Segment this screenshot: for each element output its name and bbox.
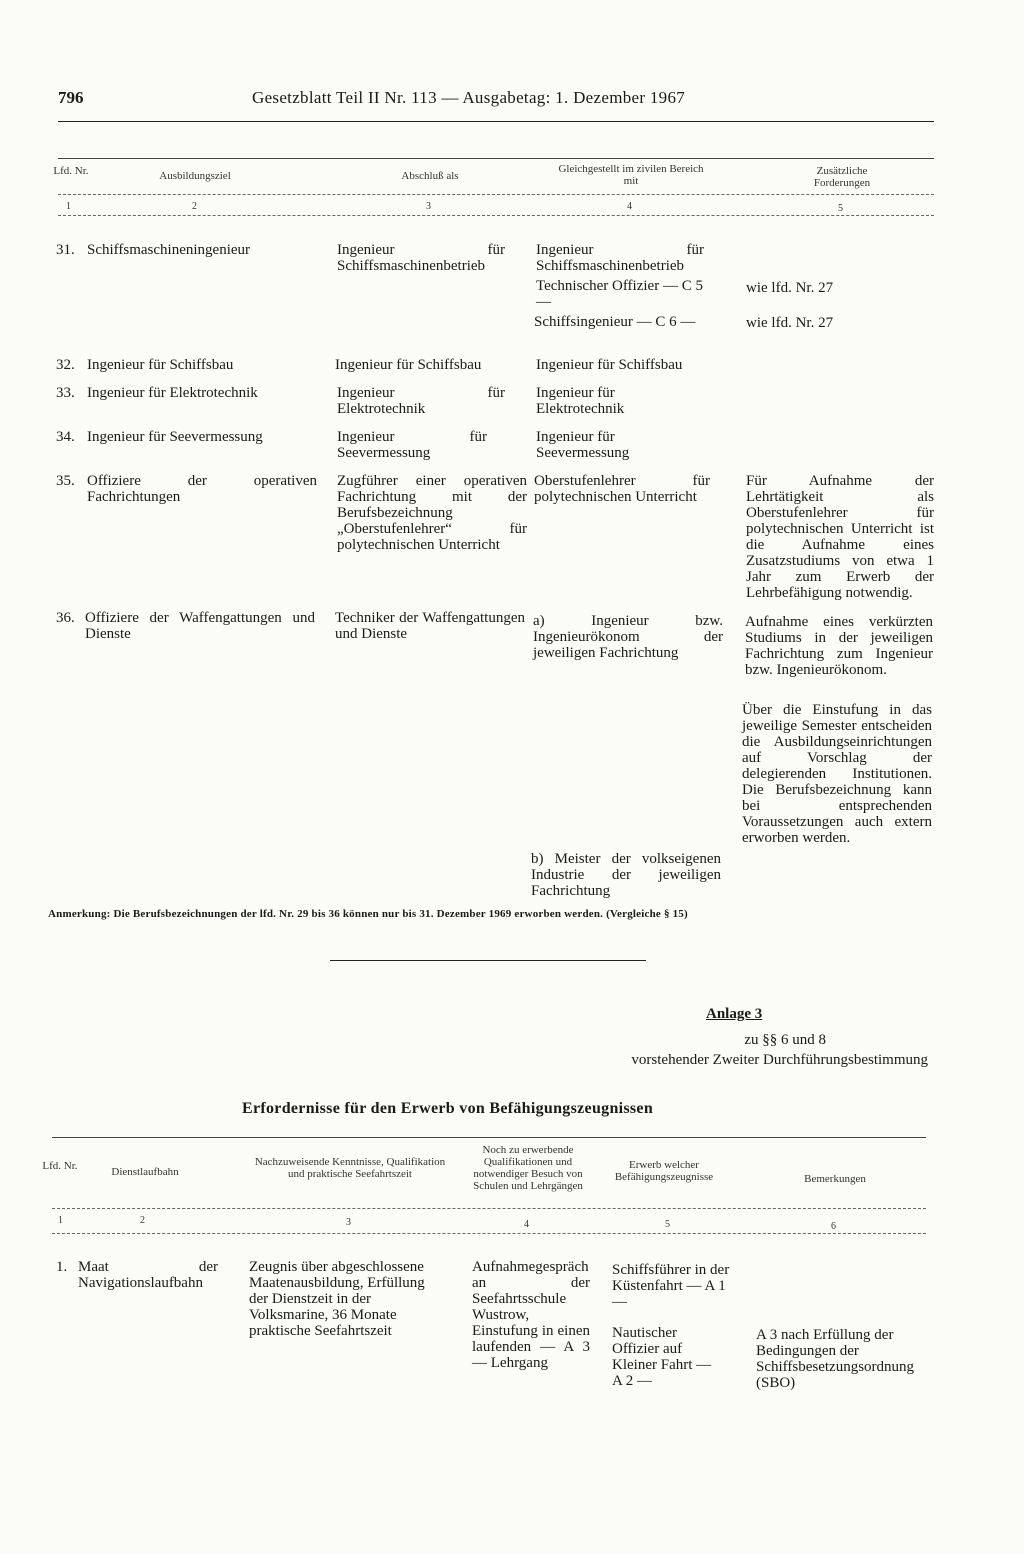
col-header-zusaetzliche-forderungen: Zusätzliche Forderungen (813, 165, 871, 189)
forderungen-cell: wie lfd. Nr. 27 (746, 315, 834, 331)
row-number: 34. (56, 429, 75, 445)
anlage-title: Anlage 3 (706, 1006, 763, 1022)
row-number: 32. (56, 357, 75, 373)
col-number-6: 6 (831, 1221, 836, 1232)
col-number-3: 3 (346, 1217, 351, 1228)
col-header-qualifikationen: Noch zu erwerbende Qualifikationen und notwendiger Besuch von Schulen und Lehrgängen (473, 1144, 583, 1192)
col-number-2: 2 (140, 1215, 145, 1226)
col-number-1: 1 (58, 1215, 63, 1226)
gleichgestellt-cell: b) Meister der volkseigenen Industrie der jeweiligen Fachrichtung (531, 851, 721, 899)
table-1-header-rule (58, 194, 934, 195)
forderungen-cell: Über die Einstufung in das jeweilige Semester entscheiden die Ausbildungseinrichtungen auf Vorschlag der delegierenden Institutionen. Die Berufsbezeichnung kann bei entsprechenden Voraussetzungen auch extern erworben werden. (742, 702, 932, 846)
col-header-lfd-nr: Lfd. Nr. (42, 1160, 78, 1172)
row-number: 33. (56, 385, 75, 401)
running-title: Gesetzblatt Teil II Nr. 113 — Ausgabetag: 1. Dezember 1967 (252, 88, 686, 107)
section-divider (330, 960, 646, 961)
befaehigungszeugnis-cell: Schiffsführer in der Küstenfahrt — A 1 — (612, 1262, 730, 1310)
col-number-1: 1 (66, 201, 71, 212)
anlage-subtitle: vorstehender Zweiter Durchführungsbestimmung (631, 1052, 928, 1068)
col-number-2: 2 (192, 201, 197, 212)
row-number: 36. (56, 610, 75, 626)
qualifikation-cell: Aufnahmegespräch an der Seefahrtsschule Wustrow, Einstufung in einen laufenden — A 3 — Lehrgang (472, 1259, 590, 1371)
gleichgestellt-cell: Technischer Offizier — C 5 — (536, 278, 703, 310)
table-1-top-rule (58, 158, 934, 159)
forderungen-cell: Für Aufnahme der Lehrtätigkeit als Oberstufenlehrer für polytechnischen Unterricht ist die Aufnahme eines Zusatzstudiums von etwa 1 Jahr zum Erwerb der Lehrbefähigung notwendig. (746, 473, 934, 601)
forderungen-cell: wie lfd. Nr. 27 (746, 280, 834, 296)
abschluss-cell: Ingenieur für Schiffsbau (335, 357, 482, 373)
col-number-4: 4 (627, 201, 632, 212)
abschluss-cell: Ingenieur für Schiffsmaschinenbetrieb (337, 242, 505, 274)
col-number-3: 3 (426, 201, 431, 212)
abschluss-cell: Ingenieur für Elektrotechnik (337, 385, 505, 417)
table-1-note: Anmerkung: Die Berufsbezeichnungen der lfd. Nr. 29 bis 36 können nur bis 31. Dezember 1969 erworben werden. (Vergleiche § 15) (48, 908, 688, 920)
col-number-4: 4 (524, 1219, 529, 1230)
ausbildungsziel-cell: Offiziere der operativen Fachrichtungen (87, 473, 317, 505)
gleichgestellt-cell: a) Ingenieur bzw. Ingenieurökonom der jeweiligen Fachrichtung (533, 613, 723, 661)
page-number: 796 (58, 88, 84, 107)
ausbildungsziel-cell: Schiffsmaschineningenieur (87, 242, 251, 258)
gleichgestellt-cell: Ingenieur für Schiffsmaschinenbetrieb (536, 242, 704, 274)
gleichgestellt-cell: Ingenieur für Seevermessung (536, 429, 630, 461)
ausbildungsziel-cell: Ingenieur für Seevermessung (87, 429, 263, 445)
table-2-number-rule (52, 1233, 926, 1234)
col-header-befaehigungszeugnisse: Erwerb welcher Befähigungszeugnisse (614, 1159, 714, 1183)
abschluss-cell: Zugführer einer operativen Fachrichtung mit der Berufsbezeichnung „Oberstufenlehrer“ für polytechnischen Unterricht (337, 473, 527, 553)
table-2-header-rule (52, 1208, 926, 1209)
col-number-5: 5 (838, 203, 843, 214)
gleichgestellt-cell: Ingenieur für Elektrotechnik (536, 385, 625, 417)
row-number: 1. (56, 1259, 68, 1275)
col-header-abschluss: Abschluß als (401, 170, 459, 182)
gleichgestellt-cell: Schiffsingenieur — C 6 — (534, 314, 696, 330)
abschluss-cell: Techniker der Waffengattungen und Dienste (335, 610, 525, 642)
row-number: 31. (56, 242, 75, 258)
dienstlaufbahn-cell: Maat der Navigationslaufbahn (78, 1259, 218, 1291)
befaehigungszeugnis-cell: Nautischer Offizier auf Kleiner Fahrt — A 2 — (612, 1325, 712, 1389)
col-number-5: 5 (665, 1219, 670, 1230)
gleichgestellt-cell: Ingenieur für Schiffsbau (536, 357, 683, 373)
col-header-gleichgestellt: Gleichgestellt im zivilen Bereich mit (558, 163, 704, 187)
col-header-bemerkungen: Bemerkungen (804, 1173, 866, 1185)
abschluss-cell: Ingenieur für Seevermessung (337, 429, 487, 461)
col-header-lfd-nr: Lfd. Nr. (53, 165, 89, 177)
ausbildungsziel-cell: Offiziere der Waffengattungen und Dienste (85, 610, 315, 642)
col-header-dienstlaufbahn: Dienstlaufbahn (111, 1166, 179, 1178)
header-rule (58, 121, 934, 122)
table-1-number-rule (58, 215, 934, 216)
row-number: 35. (56, 473, 75, 489)
table-2-top-rule (52, 1137, 926, 1138)
col-header-kenntnisse: Nachzuweisende Kenntnisse, Qualifikation und praktische Seefahrtszeit (254, 1156, 446, 1180)
anlage-reference: zu §§ 6 und 8 (744, 1032, 826, 1048)
bemerkung-cell: A 3 nach Erfüllung der Bedingungen der Schiffsbesetzungsordnung (SBO) (756, 1327, 915, 1391)
forderungen-cell: Aufnahme eines verkürzten Studiums in der jeweiligen Fachrichtung zum Ingenieur bzw. Ingenieurökonom. (745, 614, 933, 678)
col-header-ausbildungsziel: Ausbildungsziel (159, 170, 231, 182)
ausbildungsziel-cell: Ingenieur für Elektrotechnik (87, 385, 258, 401)
table-2-title: Erfordernisse für den Erwerb von Befähigungszeugnissen (242, 1100, 654, 1117)
kenntnisse-cell: Zeugnis über abgeschlossene Maatenausbildung, Erfüllung der Dienstzeit in der Volksmarine, 36 Monate praktische Seefahrtszeit (249, 1259, 425, 1339)
gleichgestellt-cell: Oberstufenlehrer für polytechnischen Unterricht (534, 473, 710, 505)
ausbildungsziel-cell: Ingenieur für Schiffsbau (87, 357, 234, 373)
